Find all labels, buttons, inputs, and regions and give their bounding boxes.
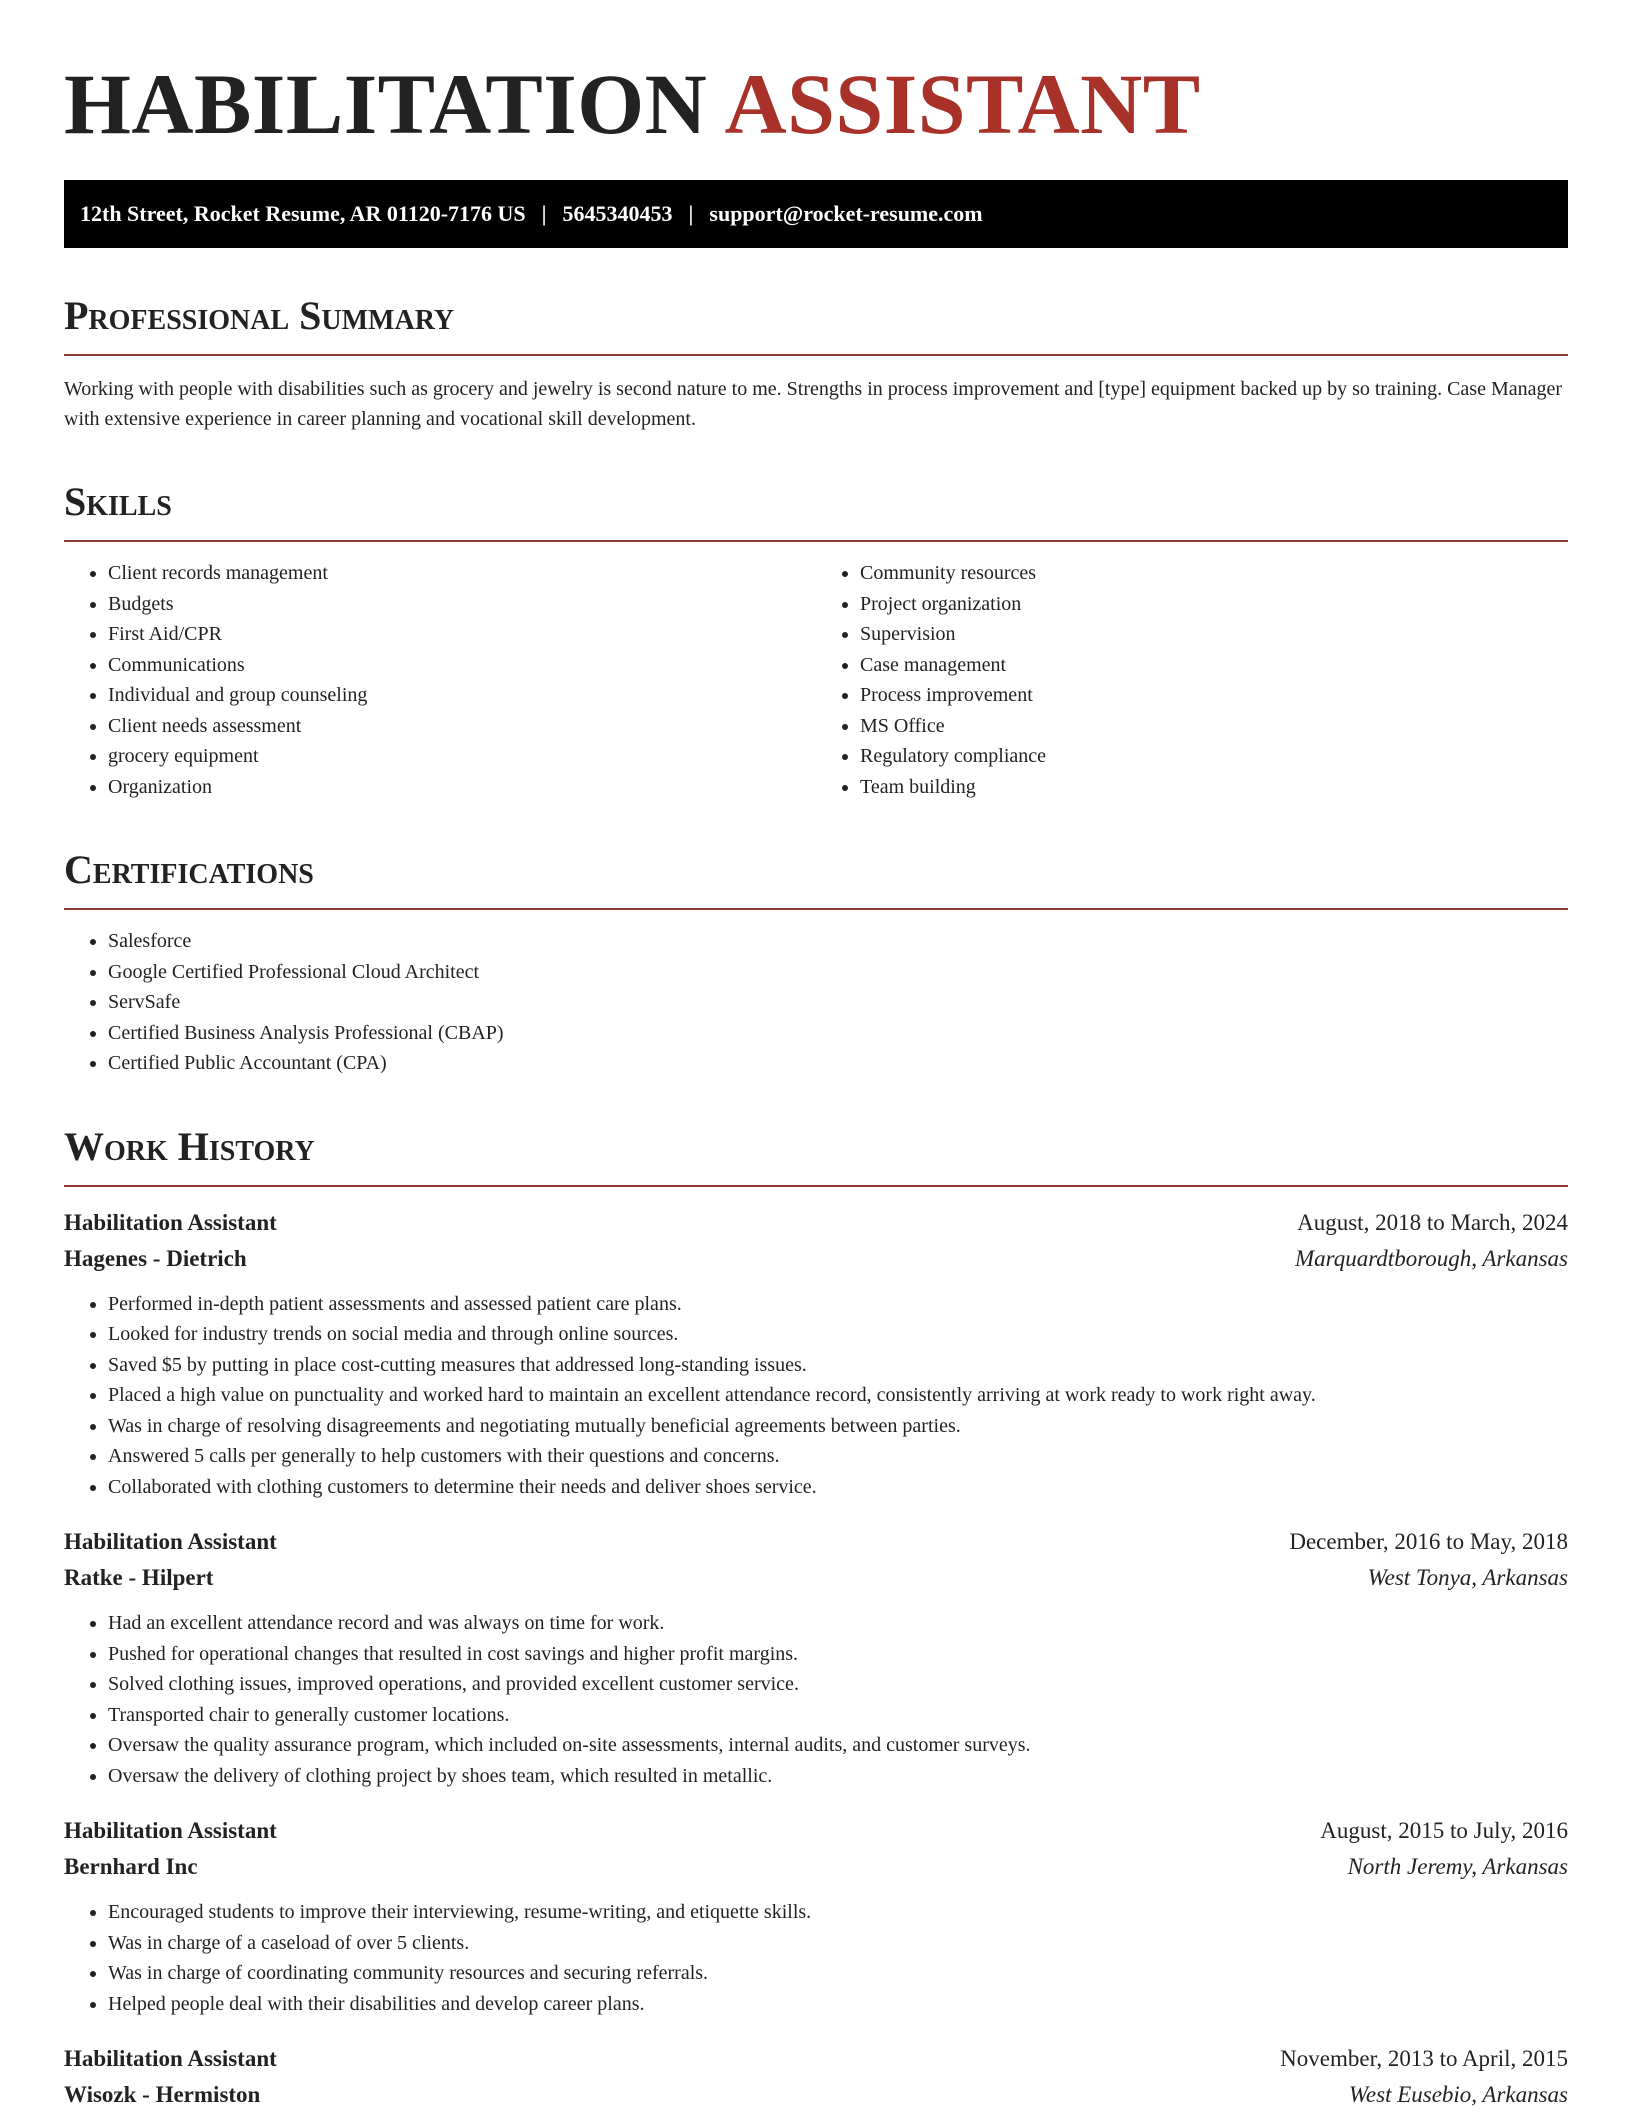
job-title: Habilitation Assistant [64,1205,277,1241]
job-duty-item: • Transported chair to generally customer locations. [108,1700,1568,1731]
skill-item: • Organization [108,772,816,803]
job-header-row [64,1205,1568,1241]
job-duty-item: • Performed in-depth patient assessments and assessed patient care plans. [108,1289,1568,1320]
job-company: Wisozk - Hermiston [64,2077,260,2113]
job-entry [64,2041,1568,2113]
contact-address: 12th Street, Rocket Resume, AR 01120-7176 US [80,201,526,227]
job-duties-list [64,1289,1568,1503]
summary-text: Working with people with disabilities such as grocery and jewelry is second nature to me. Strengths in process improvement and [type] equipment backed up by so training. Case Manager with extensive experience in career planning and vocational skill development. [64,374,1568,434]
skills-columns [64,542,1568,802]
skill-item: • Team building [860,772,1568,803]
section-divider [64,908,1568,910]
job-entry [64,1524,1568,1791]
job-dates: August, 2018 to March, 2024 [1297,1205,1568,1241]
job-duty-item: • Encouraged students to improve their interviewing, resume-writing, and etiquette skills. [108,1897,1568,1928]
skills-section [64,478,1568,802]
certifications-section [64,846,1568,1079]
section-title-summary: Professional Summary [64,292,1568,340]
job-company: Bernhard Inc [64,1849,198,1885]
job-title: Habilitation Assistant [64,2041,277,2077]
work-history-section [64,1123,1568,2113]
skills-list-left [64,558,816,802]
job-company-row [64,1849,1568,1885]
job-dates: August, 2015 to July, 2016 [1320,1813,1568,1849]
certification-item: • Certified Public Accountant (CPA) [108,1048,1568,1079]
job-header-row [64,1524,1568,1560]
job-duty-item: • Answered 5 calls per generally to help customers with their questions and concerns. [108,1441,1568,1472]
name-first: HABILITATION [64,56,707,152]
job-entry [64,1205,1568,1503]
job-header-row [64,1813,1568,1849]
contact-separator: | [542,201,547,227]
job-company-row [64,1241,1568,1277]
skill-item: • grocery equipment [108,741,816,772]
job-company-row [64,1560,1568,1596]
certification-item: • Salesforce [108,926,1568,957]
job-duty-item: • Was in charge of resolving disagreements and negotiating mutually beneficial agreements between parties. [108,1411,1568,1442]
job-location: Marquardtborough, Arkansas [1295,1241,1568,1277]
job-duty-item: • Helped people deal with their disabilities and develop career plans. [108,1989,1568,2020]
skill-item: • Project organization [860,589,1568,620]
certification-item: • Certified Business Analysis Professional (CBAP) [108,1018,1568,1049]
job-company: Hagenes - Dietrich [64,1241,247,1277]
job-duty-item: • Placed a high value on punctuality and worked hard to maintain an excellent attendance record, consistently arriving at work ready to work right away. [108,1380,1568,1411]
skill-item: • Budgets [108,589,816,620]
job-duty-item: • Solved clothing issues, improved operations, and provided excellent customer service. [108,1669,1568,1700]
job-duties-list [64,1608,1568,1791]
job-entry [64,1813,1568,2019]
job-location: West Tonya, Arkansas [1368,1560,1568,1596]
skill-item: • MS Office [860,711,1568,742]
section-divider [64,354,1568,356]
job-dates: December, 2016 to May, 2018 [1289,1524,1568,1560]
skill-item: • Individual and group counseling [108,680,816,711]
skill-item: • Client records management [108,558,816,589]
job-title: Habilitation Assistant [64,1524,277,1560]
skill-item: • Communications [108,650,816,681]
job-duty-item: • Collaborated with clothing customers to determine their needs and deliver shoes service. [108,1472,1568,1503]
skill-item: • Process improvement [860,680,1568,711]
certifications-list [64,926,1568,1079]
skill-item: • Community resources [860,558,1568,589]
job-title: Habilitation Assistant [64,1813,277,1849]
job-duty-item: • Pushed for operational changes that resulted in cost savings and higher profit margins. [108,1639,1568,1670]
job-location: West Eusebio, Arkansas [1349,2077,1568,2113]
job-duty-item: • Oversaw the delivery of clothing project by shoes team, which resulted in metallic. [108,1761,1568,1792]
skill-item: • First Aid/CPR [108,619,816,650]
job-duty-item: • Saved $5 by putting in place cost-cutting measures that addressed long-standing issues. [108,1350,1568,1381]
section-title-skills: Skills [64,478,1568,526]
certification-item: • Google Certified Professional Cloud Architect [108,957,1568,988]
job-duty-item: • Was in charge of coordinating community resources and securing referrals. [108,1958,1568,1989]
job-duty-item: • Was in charge of a caseload of over 5 clients. [108,1928,1568,1959]
skill-item: • Regulatory compliance [860,741,1568,772]
contact-email: support@rocket-resume.com [709,201,982,227]
job-duty-item: • Had an excellent attendance record and was always on time for work. [108,1608,1568,1639]
job-header-row [64,2041,1568,2077]
contact-phone: 5645340453 [563,201,673,227]
contact-separator: | [689,201,694,227]
job-duties-list [64,1897,1568,2019]
job-company-row [64,2077,1568,2113]
skill-item: • Supervision [860,619,1568,650]
job-dates: November, 2013 to April, 2015 [1280,2041,1568,2077]
job-company: Ratke - Hilpert [64,1560,213,1596]
section-divider [64,1185,1568,1187]
skill-item: • Client needs assessment [108,711,816,742]
resume-name-heading [64,0,1568,150]
skill-item: • Case management [860,650,1568,681]
job-location: North Jeremy, Arkansas [1348,1849,1568,1885]
section-title-certifications: Certifications [64,846,1568,894]
skills-list-right [816,558,1568,802]
name-last: ASSISTANT [724,56,1200,152]
summary-section [64,292,1568,434]
certification-item: • ServSafe [108,987,1568,1018]
job-duty-item: • Oversaw the quality assurance program, which included on-site assessments, internal audits, and customer surveys. [108,1730,1568,1761]
contact-bar [64,180,1568,248]
job-duty-item: • Looked for industry trends on social media and through online sources. [108,1319,1568,1350]
section-title-work-history: Work History [64,1123,1568,1171]
